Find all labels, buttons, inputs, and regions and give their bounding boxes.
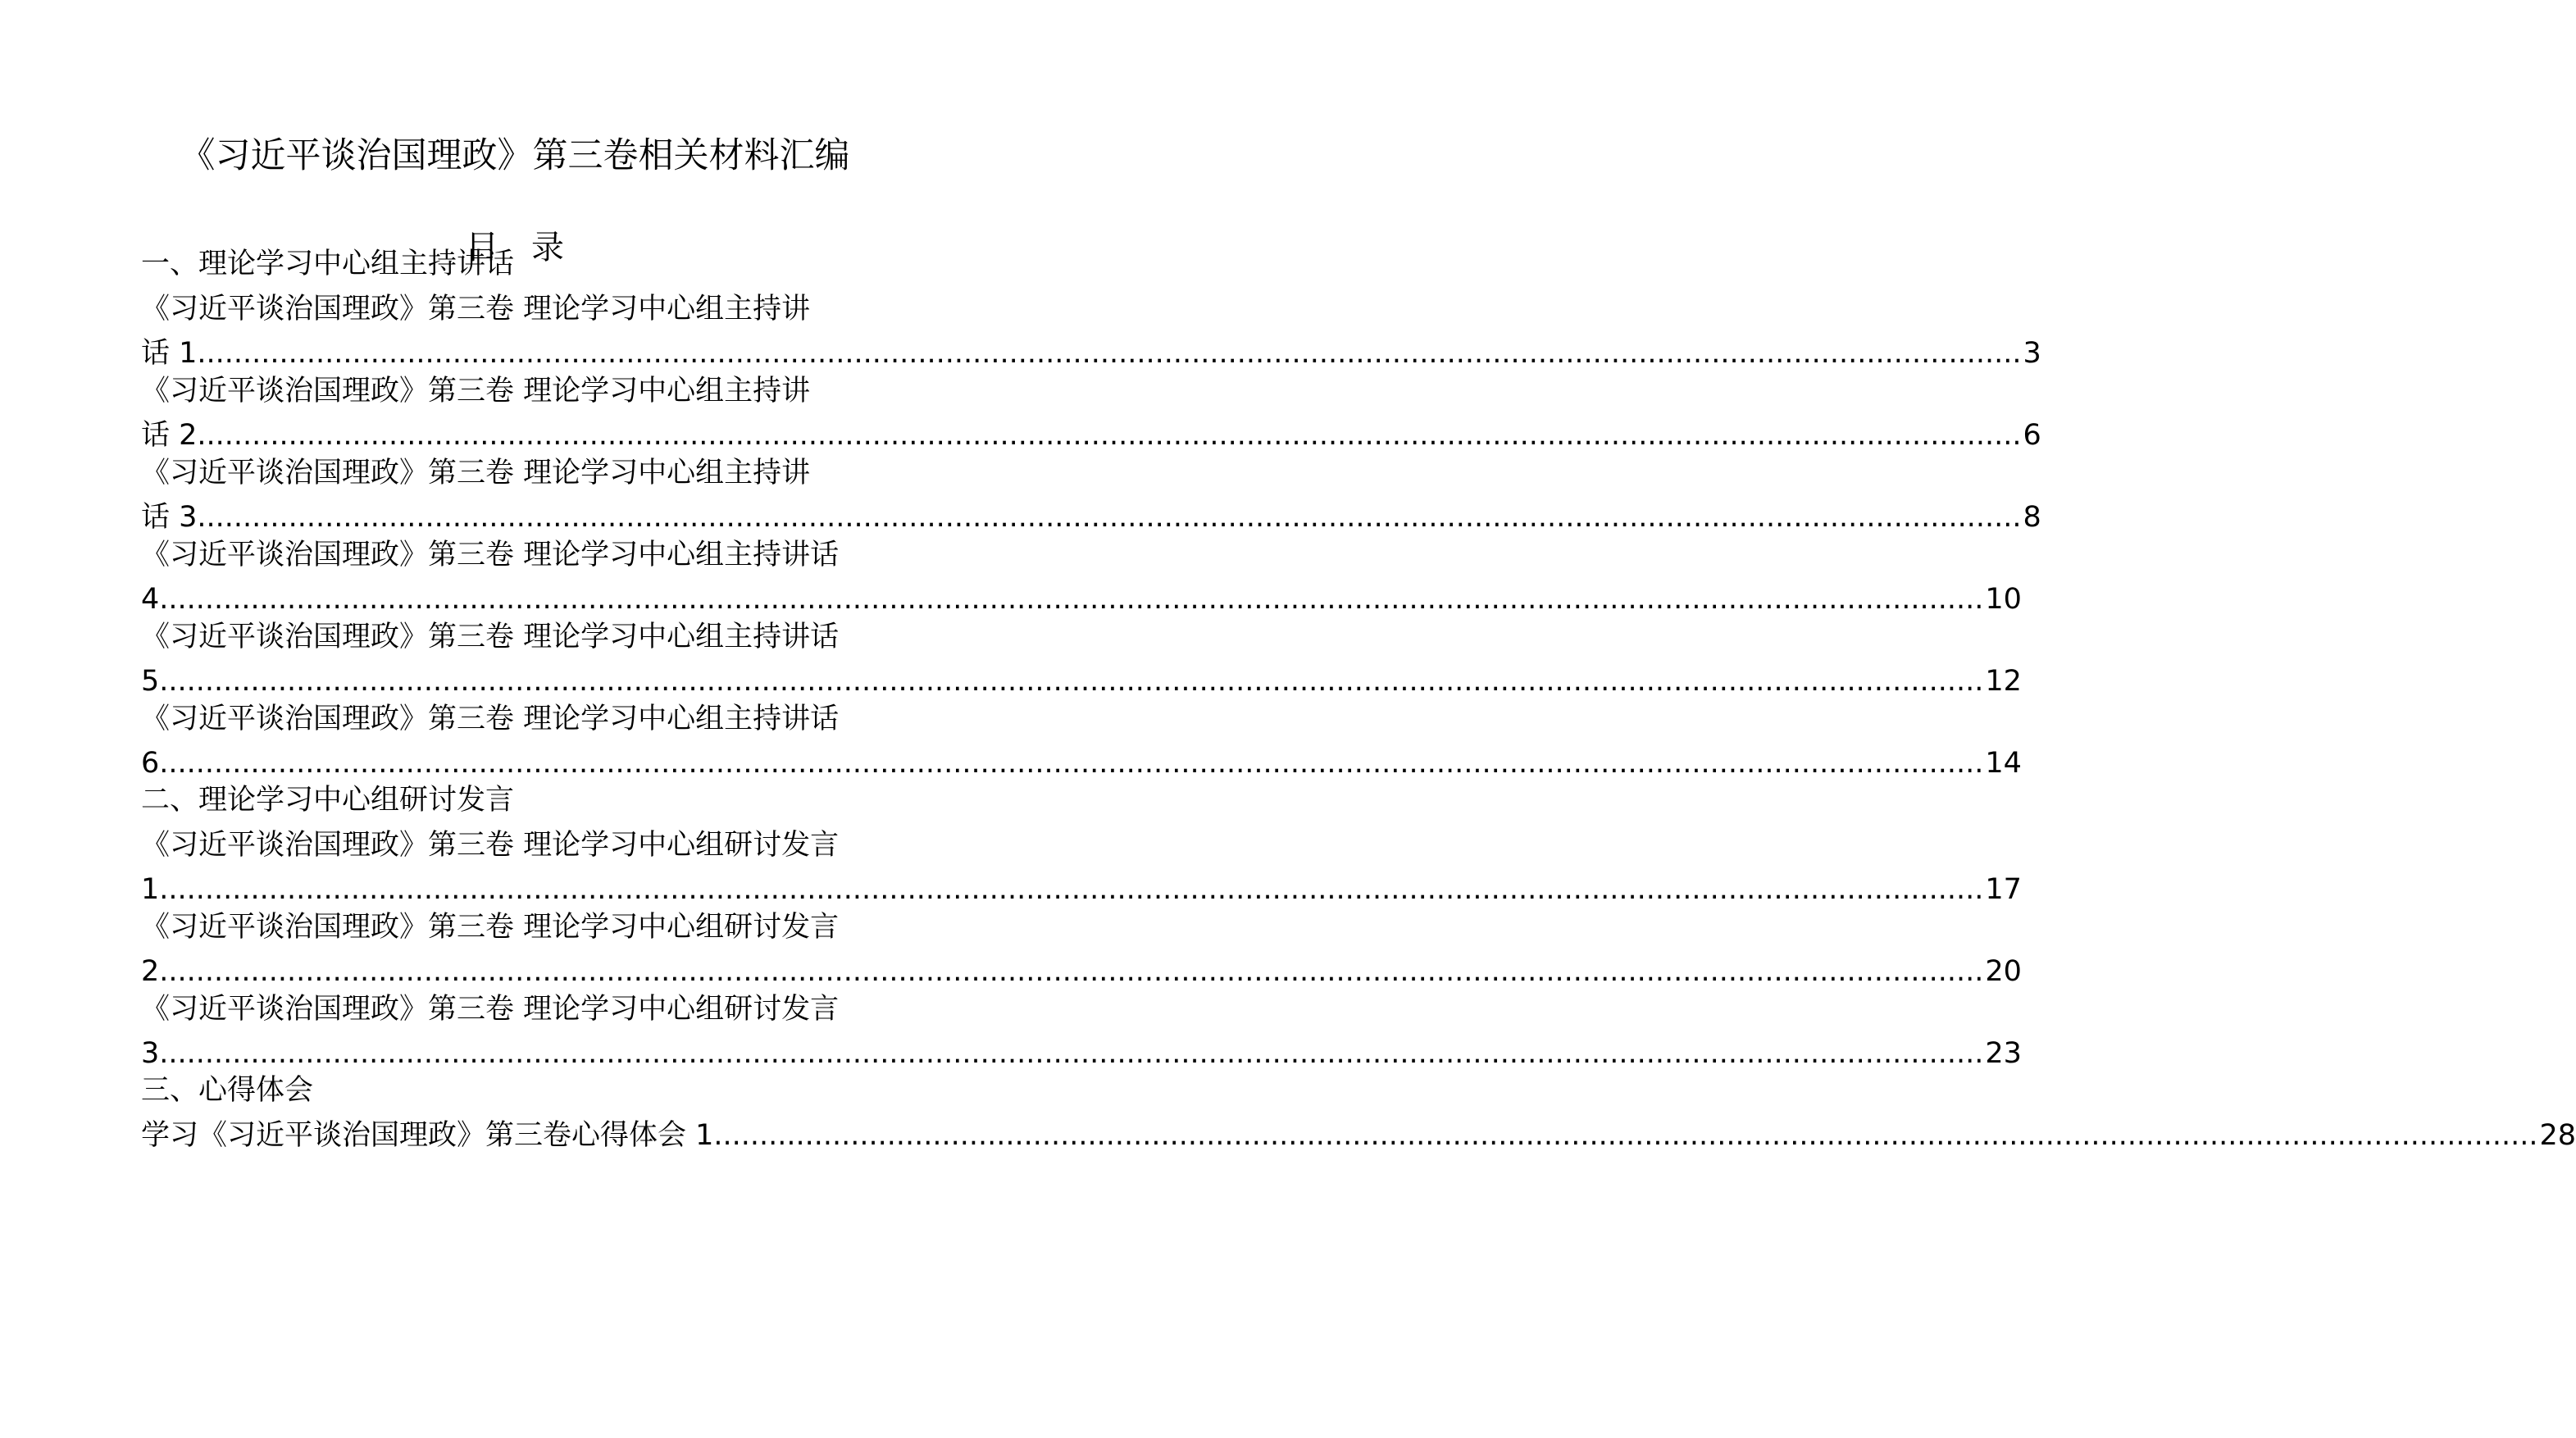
toc-entry-title: 《习近平谈治国理政》第三卷 理论学习中心组研讨发言 <box>141 993 840 1026</box>
dot-leader: ........................................................................................................................................................................................................ <box>159 583 1984 616</box>
toc-page-number: 10 <box>1985 583 2022 616</box>
toc-entry-title: 《习近平谈治国理政》第三卷 理论学习中心组研讨发言 <box>141 911 840 944</box>
dot-leader: ........................................................................................................................................................................................................ <box>197 337 2022 370</box>
dot-leader: ........................................................................................................................................................................................................ <box>159 1037 1984 1070</box>
toc-entry[interactable] <box>141 287 2041 375</box>
dot-leader: ........................................................................................................................................................................................................ <box>159 747 1984 780</box>
toc-entry-label: 4 <box>141 583 160 616</box>
dot-leader: ........................................................................................................................................................................................................ <box>197 501 2022 534</box>
dot-leader: ........................................................................................................................................................................................................ <box>159 665 1984 698</box>
toc-entry[interactable] <box>141 905 2022 994</box>
toc-entry[interactable] <box>141 987 2022 1076</box>
toc-entry-title: 《习近平谈治国理政》第三卷 理论学习中心组主持讲话 <box>141 703 840 735</box>
dot-leader: ........................................................................................................................................................................................................ <box>159 955 1984 988</box>
toc-entry-label: 5 <box>141 665 160 698</box>
section-heading-1: 一、理论学习中心组主持讲话 <box>141 248 515 280</box>
toc-entry-title: 《习近平谈治国理政》第三卷 理论学习中心组主持讲 <box>141 375 811 407</box>
toc-page-number: 6 <box>2023 419 2041 452</box>
toc-page-number: 14 <box>1985 747 2022 780</box>
toc-entry[interactable] <box>141 451 2041 539</box>
toc-entry-label: 话 2 <box>141 419 198 452</box>
document-page <box>141 0 2576 1438</box>
toc-entry-title: 《习近平谈治国理政》第三卷 理论学习中心组主持讲话 <box>141 539 840 571</box>
toc-entry-title: 《习近平谈治国理政》第三卷 理论学习中心组研讨发言 <box>141 829 840 862</box>
dot-leader: ........................................................................................................................................................................................................ <box>713 1119 2538 1152</box>
toc-page-number: 8 <box>2023 501 2041 534</box>
toc-page-number: 17 <box>1985 873 2022 906</box>
toc-entry-label: 1 <box>141 873 160 906</box>
toc-entry[interactable] <box>141 615 2022 703</box>
toc-page-number: 3 <box>2023 337 2041 370</box>
toc-page-number: 12 <box>1985 665 2022 698</box>
toc-entry-title: 《习近平谈治国理政》第三卷 理论学习中心组主持讲 <box>141 293 811 325</box>
toc-entry-label: 3 <box>141 1037 160 1070</box>
toc-page-number: 20 <box>1985 955 2022 988</box>
toc-entry-title: 《习近平谈治国理政》第三卷 理论学习中心组主持讲话 <box>141 621 840 653</box>
toc-entry[interactable] <box>141 369 2041 457</box>
section-heading-3: 三、心得体会 <box>141 1074 314 1107</box>
toc-entry[interactable] <box>141 1113 2576 1158</box>
document-title: 《习近平谈治国理政》第三卷相关材料汇编 <box>180 135 850 176</box>
toc-entry-title: 《习近平谈治国理政》第三卷 理论学习中心组主持讲 <box>141 457 811 489</box>
toc-entry-label: 话 1 <box>141 337 198 370</box>
toc-entry-label: 话 3 <box>141 501 198 534</box>
toc-entry[interactable] <box>141 533 2022 621</box>
section-heading-2: 二、理论学习中心组研讨发言 <box>141 784 515 817</box>
dot-leader: ........................................................................................................................................................................................................ <box>159 873 1984 906</box>
toc-page-number: 23 <box>1985 1037 2022 1070</box>
dot-leader: ........................................................................................................................................................................................................ <box>197 419 2022 452</box>
toc-page-number: 28 <box>2539 1119 2576 1152</box>
toc-entry-label: 学习《习近平谈治国理政》第三卷心得体会 1 <box>141 1119 714 1152</box>
toc-entry-label: 2 <box>141 955 160 988</box>
toc-heading: 目 录 <box>466 229 564 266</box>
toc-entry-label: 6 <box>141 747 160 780</box>
toc-entry[interactable] <box>141 823 2022 912</box>
toc-entry[interactable] <box>141 697 2022 785</box>
